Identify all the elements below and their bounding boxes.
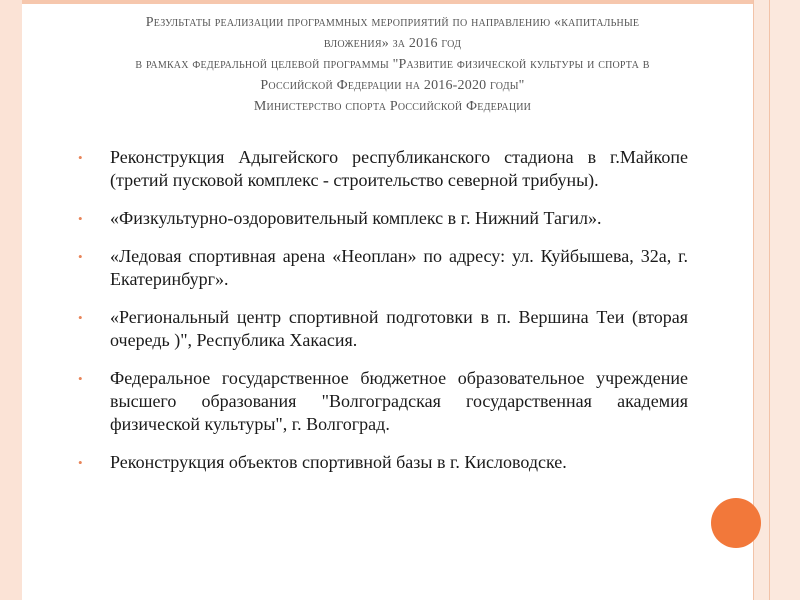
title-line-3: в рамках федеральной целевой программы "Развитие физической культуры и спорта в xyxy=(135,57,650,72)
title-line-1: Результаты реализации программных мероприятий по направлению «капитальные xyxy=(145,15,640,30)
bullet-dot-icon: • xyxy=(78,310,83,325)
list-item xyxy=(78,306,688,352)
right-frame-line xyxy=(769,0,770,600)
right-frame-stripe xyxy=(753,0,800,600)
list-item-text: Реконструкция Адыгейского республиканского стадиона в г.Майкопе (третий пусковой комплекс - строительство северной трибуны). xyxy=(110,147,688,190)
title-line-5: Министерство спорта Российской Федерации xyxy=(253,99,532,114)
list-item xyxy=(78,451,688,474)
list-item xyxy=(78,245,688,291)
decorative-circle-icon xyxy=(711,498,761,548)
list-item-text: Реконструкция объектов спортивной базы в г. Кисловодске. xyxy=(110,452,567,472)
bullet-list xyxy=(78,146,688,489)
list-item-text: Федеральное государственное бюджетное образовательное учреждение высшего образования "Волгоградская государственная академия физической культуры", г. Волгоград. xyxy=(110,368,688,434)
top-frame-stripe xyxy=(0,0,800,4)
bullet-dot-icon: • xyxy=(78,455,83,470)
list-item-text: «Физкультурно-оздоровительный комплекс в г. Нижний Тагил». xyxy=(110,208,602,228)
list-item-text: «Ледовая спортивная арена «Неоплан» по адресу: ул. Куйбышева, 32а, г. Екатеринбург». xyxy=(110,246,688,289)
bullet-dot-icon: • xyxy=(78,150,83,165)
list-item xyxy=(78,146,688,192)
left-frame-stripe xyxy=(0,0,22,600)
title-line-4: Российской Федерации на 2016-2020 годы" xyxy=(260,78,525,93)
list-item xyxy=(78,207,688,230)
list-item xyxy=(78,367,688,436)
title-line-2: вложения» за 2016 год xyxy=(323,36,462,51)
bullet-dot-icon: • xyxy=(78,249,83,264)
bullet-dot-icon: • xyxy=(78,211,83,226)
slide-title xyxy=(40,12,745,117)
list-item-text: «Региональный центр спортивной подготовки в п. Вершина Теи (вторая очередь )", Республика Хакасия. xyxy=(110,307,688,350)
bullet-dot-icon: • xyxy=(78,371,83,386)
